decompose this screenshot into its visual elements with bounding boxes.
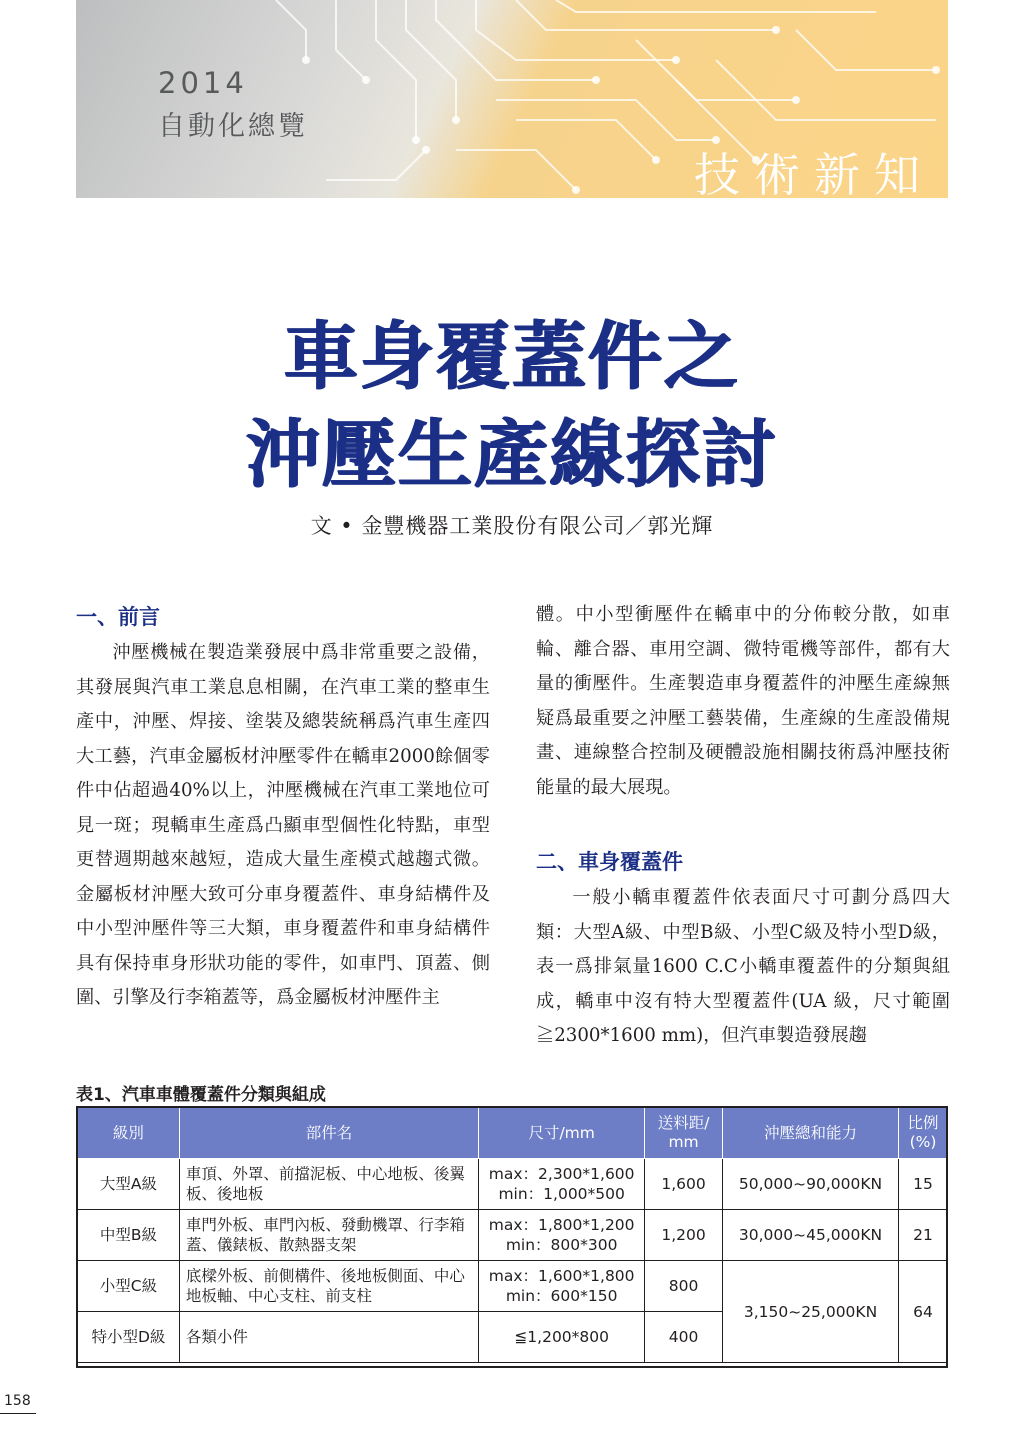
table-row (78, 1159, 948, 1210)
cell-ratio: 15 (898, 1159, 947, 1210)
header-feed: 送料距/ mm (645, 1108, 723, 1159)
body-panels-paragraph: 一般小轎車覆蓋件依表面尺寸可劃分爲四大類：大型A級、中型B級、小型C級及特小型D級，表一爲排氣量1600 C.C小轎車覆蓋件的分類與組成，轎車中沒有特大型覆蓋件(UA 級，尺寸範圍≧2300*1600 mm)，但汽車製造發展趨 (536, 887, 950, 1046)
table-row (78, 1210, 948, 1261)
header-grade: 級別 (78, 1108, 180, 1159)
cell-feed: 800 (645, 1261, 723, 1312)
section-heading-intro: 一、前言 (76, 605, 160, 629)
cell-capacity: 50,000~90,000KN (723, 1159, 899, 1210)
cell-size: max：2,300*1,600 min：1,000*500 (479, 1159, 645, 1210)
intro-paragraph: 沖壓機械在製造業發展中爲非常重要之設備，其發展與汽車工業息息相關，在汽車工業的整車生產中，沖壓、焊接、塗裝及總裝統稱爲汽車生產四大工藝，汽車金屬板材沖壓零件在轎車2000餘個零件中佔超過40%以上，沖壓機械在汽車工業地位可見一斑；現轎車生產爲凸顯車型個性化特點，車型更替週期越來越短，造成大量生產模式越趨式微。金屬板材沖壓大致可分車身覆蓋件、車身結構件及中小型沖壓件等三大類，車身覆蓋件和車身結構件具有保持車身形狀功能的零件，如車門、頂蓋、側圍、引擎及行李箱蓋等，爲金屬板材沖壓件主 (76, 642, 490, 1008)
issue-year: 2014 (158, 66, 248, 100)
cell-feed: 400 (645, 1312, 723, 1363)
cell-grade: 特小型D級 (78, 1312, 180, 1363)
cell-parts: 各類小件 (179, 1312, 478, 1363)
cell-capacity: 3,150~25,000KN (723, 1261, 899, 1363)
byline: 文 • 金豐機器工業股份有限公司／郭光輝 (310, 514, 714, 538)
page-number-rule (0, 1413, 36, 1414)
cell-parts: 車門外板、車門內板、發動機罩、行李箱蓋、儀錶板、散熱器支架 (179, 1210, 478, 1261)
left-column (76, 598, 490, 1016)
section-title: 技術新知 (694, 148, 934, 198)
cell-feed: 1,200 (645, 1210, 723, 1261)
page-number: 158 (4, 1393, 31, 1409)
table-caption: 表1、汽車車體覆蓋件分類與組成 (76, 1085, 326, 1105)
cell-feed: 1,600 (645, 1159, 723, 1210)
cell-size: max：1,800*1,200 min：800*300 (479, 1210, 645, 1261)
header-parts: 部件名 (179, 1108, 478, 1159)
publication-name: 自動化總覽 (158, 111, 308, 142)
right-column (536, 598, 950, 1054)
header-banner (76, 0, 948, 198)
cell-grade: 大型A級 (78, 1159, 180, 1210)
cell-grade: 小型C級 (78, 1261, 180, 1312)
cell-grade: 中型B級 (78, 1210, 180, 1261)
panel-classification-table (77, 1107, 948, 1363)
cell-parts: 底樑外板、前側構件、後地板側面、中心地板軸、中心支柱、前支柱 (179, 1261, 478, 1312)
section-heading-body-panels: 二、車身覆蓋件 (536, 850, 683, 874)
header-capacity: 沖壓總和能力 (723, 1108, 899, 1159)
article-title-line2: 沖壓生產線探討 (246, 412, 778, 498)
table-row (78, 1261, 948, 1312)
cell-parts: 車頂、外罩、前擋泥板、中心地板、後翼板、後地板 (179, 1159, 478, 1210)
cell-size: max：1,600*1,800 min：600*150 (479, 1261, 645, 1312)
cell-ratio: 64 (898, 1261, 947, 1363)
cell-capacity: 30,000~45,000KN (723, 1210, 899, 1261)
cell-size: ≦1,200*800 (479, 1312, 645, 1363)
continued-paragraph: 體。中小型衝壓件在轎車中的分佈較分散，如車輪、離合器、車用空調、微特電機等部件，都有大量的衝壓件。生產製造車身覆蓋件的沖壓生產線無疑爲最重要之沖壓工藝裝備，生產線的生產設備規畫、連線整合控制及硬體設施相關技術爲沖壓技術能量的最大展現。 (536, 604, 950, 798)
header-size: 尺寸/mm (479, 1108, 645, 1159)
article-title-line1: 車身覆蓋件之 (284, 314, 740, 400)
table-header-row (78, 1108, 948, 1159)
cell-ratio: 21 (898, 1210, 947, 1261)
header-ratio: 比例 (%) (898, 1108, 947, 1159)
